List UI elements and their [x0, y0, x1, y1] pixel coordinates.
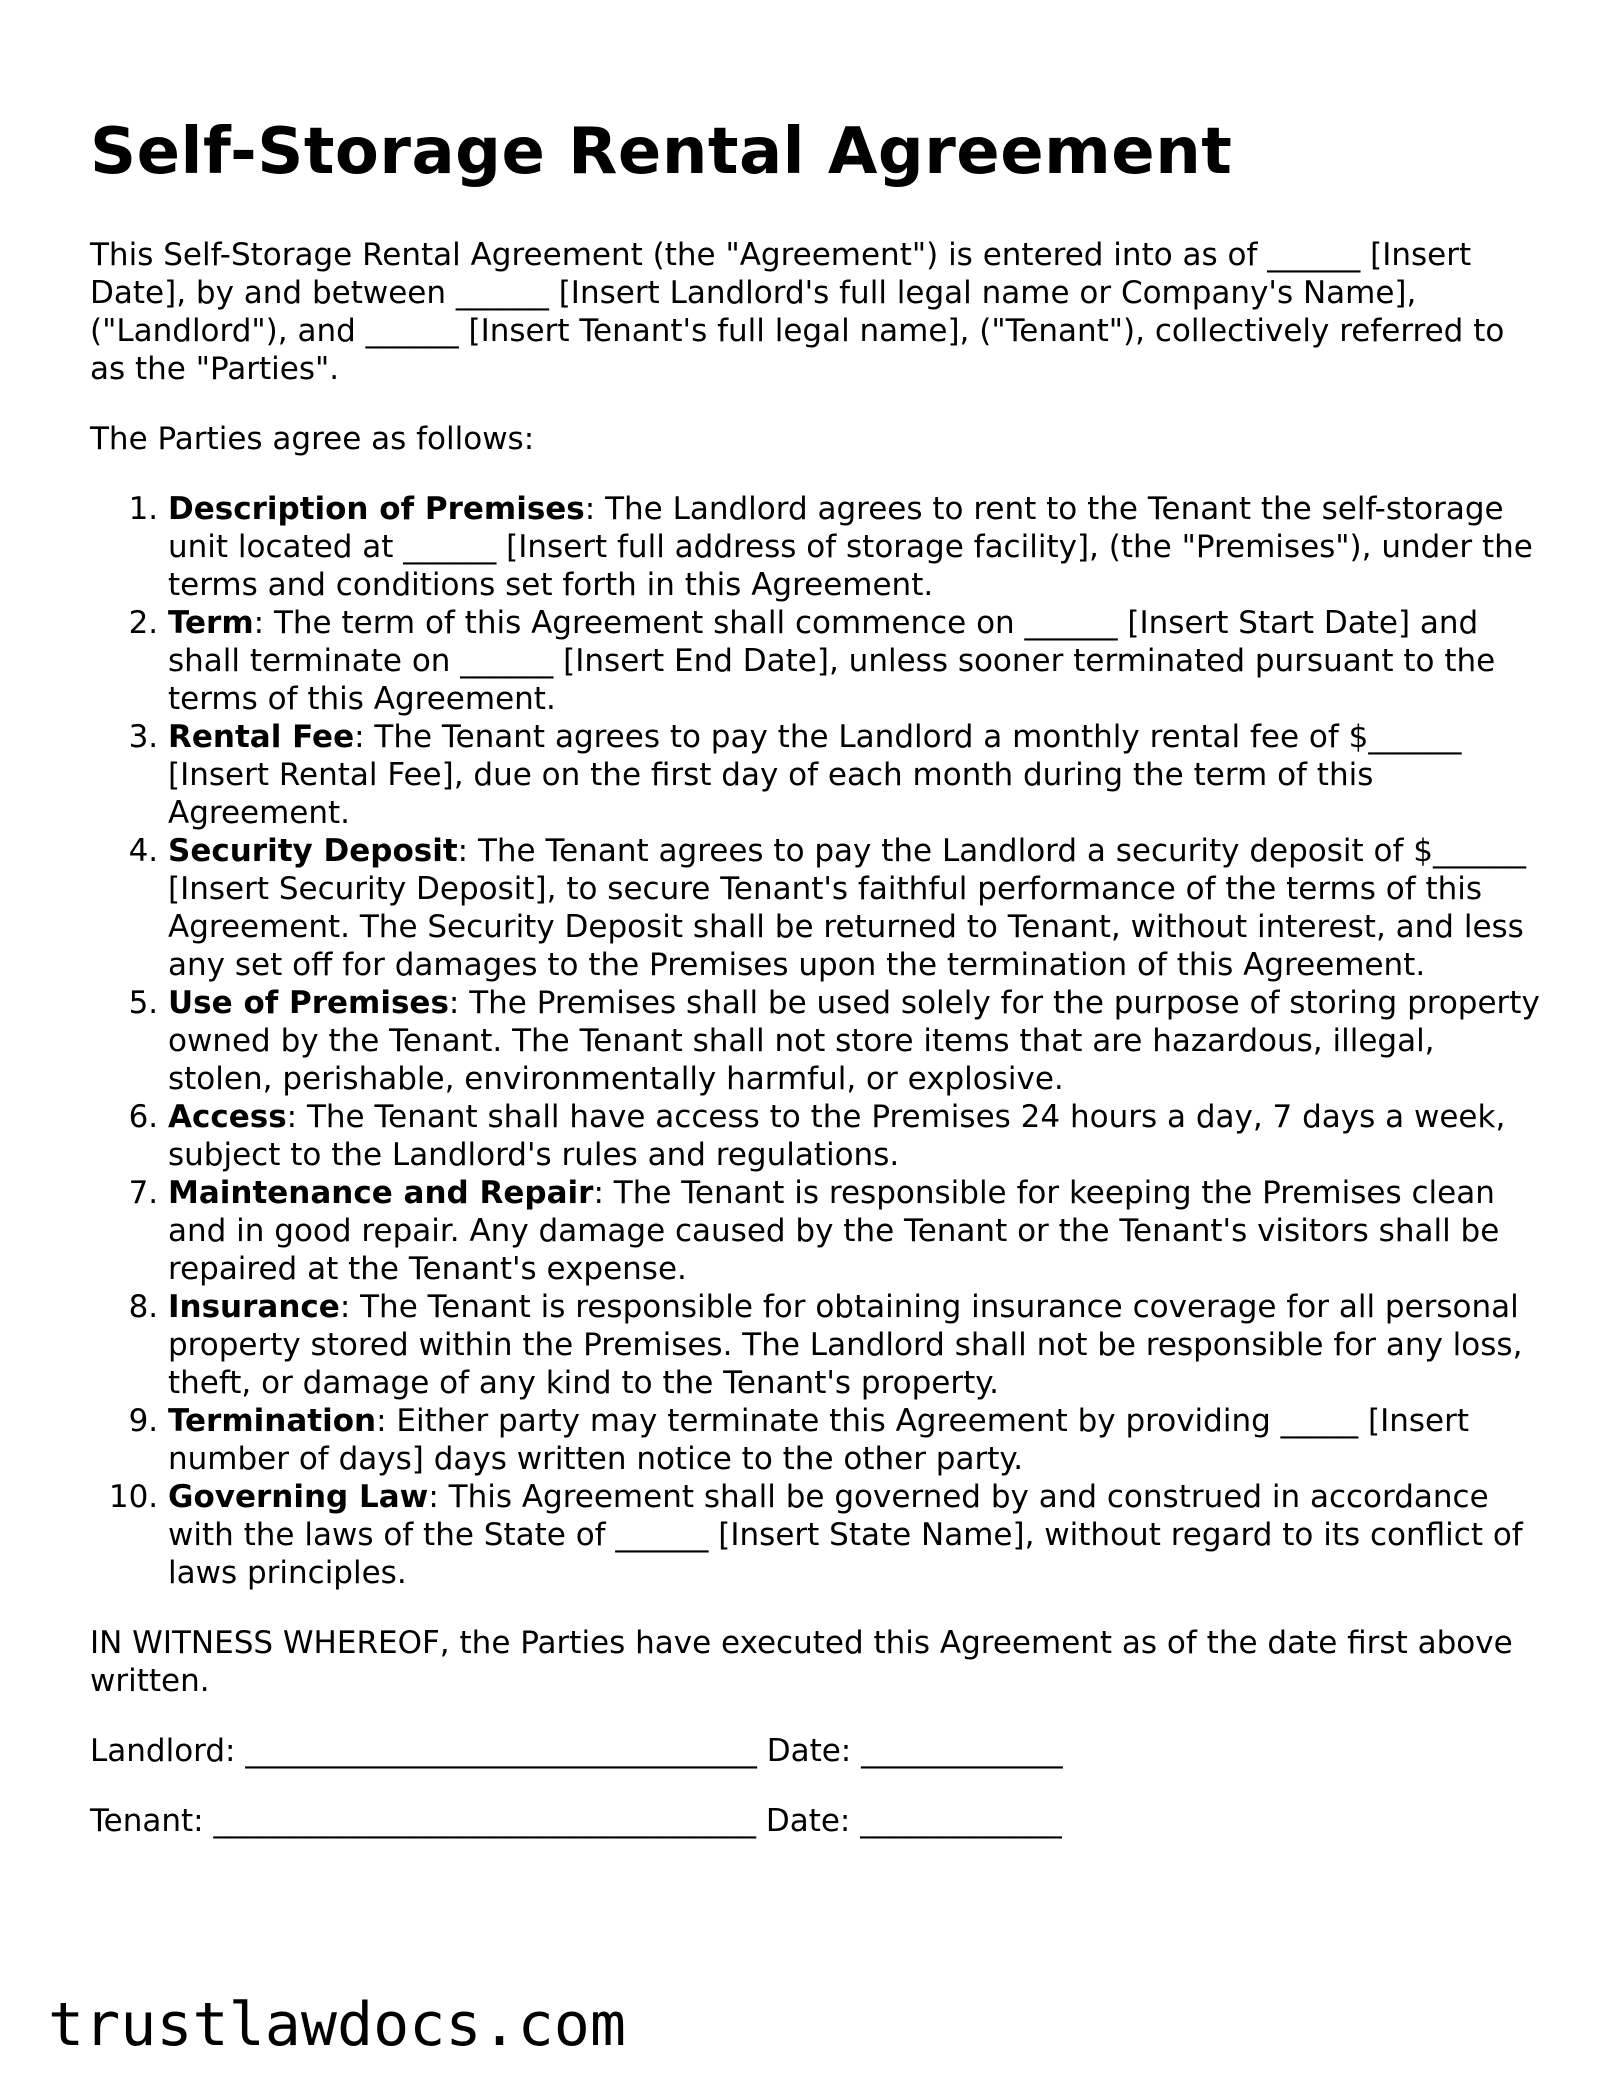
clause-text: : The term of this Agreement shall commence on ______ [Insert Start Date] and shall terminate on ______ [Insert End Date], unless sooner terminated pursuant to the terms of this Agreement. — [168, 605, 1496, 717]
clause-heading: Governing Law — [168, 1479, 429, 1515]
tenant-signature-line: Tenant: ___________________________________ Date: _____________ — [90, 1803, 1062, 1839]
document-title: Self-Storage Rental Agreement — [90, 115, 1233, 189]
document-page — [90, 110, 1540, 1872]
clause-text: : The Tenant is responsible for keeping the Premises clean and in good repair. Any damage caused by the Tenant or the Tenant's visitors shall be repaired at the Tenant's expense. — [168, 1175, 1500, 1287]
clause-heading: Use of Premises — [168, 985, 449, 1021]
clause-item — [168, 1288, 1540, 1402]
clause-item — [168, 1478, 1540, 1592]
clause-text: : The Tenant shall have access to the Premises 24 hours a day, 7 days a week, subject to the Landlord's rules and regulations. — [168, 1099, 1506, 1173]
clause-text: : The Premises shall be used solely for the purpose of storing property owned by the Tenant. The Tenant shall not store items that are hazardous, illegal, stolen, perishable, environmentally harmful, or explosive. — [168, 985, 1540, 1097]
footer-watermark: trustlawdocs.com — [48, 1990, 626, 2060]
intro-paragraph: This Self-Storage Rental Agreement (the "Agreement") is entered into as of ______ [Insert Date], by and between ______ [Insert Landlord's full legal name or Company's Name], ("Landlord"), and ______ [Insert Tenant's full legal name], ("Tenant"), collectively referred to as the "Parties". — [90, 237, 1505, 387]
clause-text: : This Agreement shall be governed by and construed in accordance with the laws of the State of ______ [Insert State Name], without regard to its conflict of laws principles. — [168, 1479, 1523, 1591]
landlord-signature-line: Landlord: _________________________________ Date: _____________ — [90, 1733, 1063, 1769]
clause-heading: Description of Premises — [168, 491, 585, 527]
clause-heading: Access — [168, 1099, 287, 1135]
clause-heading: Security Deposit — [168, 833, 458, 869]
agree-as-follows: The Parties agree as follows: — [90, 421, 535, 457]
witness-paragraph: IN WITNESS WHEREOF, the Parties have executed this Agreement as of the date first above written. — [90, 1625, 1513, 1699]
clause-heading: Rental Fee — [168, 719, 355, 755]
clause-item — [168, 1402, 1540, 1478]
clause-item — [168, 1174, 1540, 1288]
clause-item — [168, 984, 1540, 1098]
clause-list — [90, 490, 1540, 1592]
clause-heading: Termination — [168, 1403, 377, 1439]
clause-text: : The Landlord agrees to rent to the Tenant the self-storage unit located at ______ [Insert full address of storage facility], (the "Premises"), under the terms and conditions set forth in this Agreement. — [168, 491, 1533, 603]
clause-item — [168, 604, 1540, 718]
clause-text: : The Tenant is responsible for obtaining insurance coverage for all personal property stored within the Premises. The Landlord shall not be responsible for any loss, theft, or damage of any kind to the Tenant's property. — [168, 1289, 1523, 1401]
clause-heading: Term — [168, 605, 254, 641]
clause-item — [168, 718, 1540, 832]
clause-text: : The Tenant agrees to pay the Landlord a security deposit of $______ [Insert Security Deposit], to secure Tenant's faithful performance of the terms of this Agreement. The Security Deposit shall be returned to Tenant, without interest, and less any set off for damages to the Premises upon the termination of this Agreement. — [168, 833, 1526, 983]
clause-text: : Either party may terminate this Agreement by providing _____ [Insert number of days] days written notice to the other party. — [168, 1403, 1469, 1477]
clause-item — [168, 490, 1540, 604]
clause-heading: Maintenance and Repair — [168, 1175, 594, 1211]
clause-item — [168, 1098, 1540, 1174]
clause-heading: Insurance — [168, 1289, 340, 1325]
clause-text: : The Tenant agrees to pay the Landlord a monthly rental fee of $______ [Insert Rental Fee], due on the first day of each month during the term of this Agreement. — [168, 719, 1462, 831]
clause-item — [168, 832, 1540, 984]
